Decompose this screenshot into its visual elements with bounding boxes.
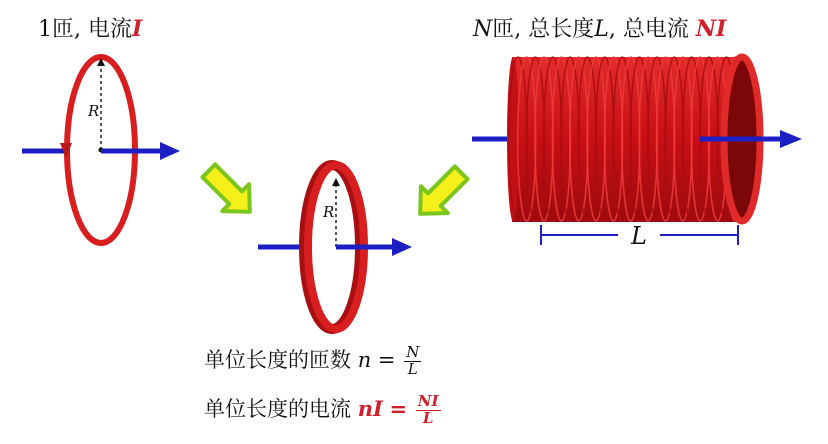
equivalent-loop	[258, 165, 412, 329]
formula-n-symbol: n	[357, 348, 372, 372]
solenoid	[472, 57, 802, 245]
single-loop-turns-label: 1匝, 电流	[38, 17, 132, 42]
formula-nI-fraction	[416, 394, 441, 427]
solenoid-N-symbol: N	[473, 17, 493, 42]
radius-label-mid: R	[323, 203, 335, 221]
formula-turns-prefix: 单位长度的匝数	[204, 348, 351, 372]
formula-n-fraction	[404, 345, 421, 378]
formula-current-prefix: 单位长度的电流	[204, 397, 351, 421]
formula-equals-2: =	[389, 396, 408, 421]
formula-nI-symbol: nI	[357, 396, 383, 421]
axis-arrowhead-left	[160, 142, 180, 160]
single-loop-caption	[38, 12, 142, 43]
formula-n-numerator: N	[406, 343, 420, 362]
solenoid-caption	[473, 12, 726, 43]
formula-turns-per-length	[204, 344, 421, 378]
formula-n-denominator: L	[407, 360, 418, 378]
solenoid-header-text-2: , 总电流	[608, 17, 696, 42]
radius-arrowhead-mid	[332, 178, 340, 186]
formula-current-per-length	[204, 393, 441, 427]
solenoid-L-symbol: L	[594, 17, 609, 42]
formula-nI-denominator: L	[422, 409, 434, 427]
convergence-arrow-left	[195, 157, 263, 225]
convergence-arrow-right	[407, 159, 475, 227]
single-loop	[22, 57, 180, 243]
solenoid-total-current: NI	[695, 16, 727, 42]
axis-arrowhead-mid	[392, 238, 412, 256]
axis-arrowhead-right	[780, 130, 802, 148]
formula-equals-1: =	[377, 348, 396, 372]
single-loop-current-symbol: I	[131, 16, 143, 42]
solenoid-length-label: L	[631, 222, 647, 250]
formula-nI-numerator: NI	[417, 392, 439, 411]
radius-label-left: R	[88, 102, 100, 120]
solenoid-header-text-1: 匝, 总长度	[492, 17, 595, 42]
